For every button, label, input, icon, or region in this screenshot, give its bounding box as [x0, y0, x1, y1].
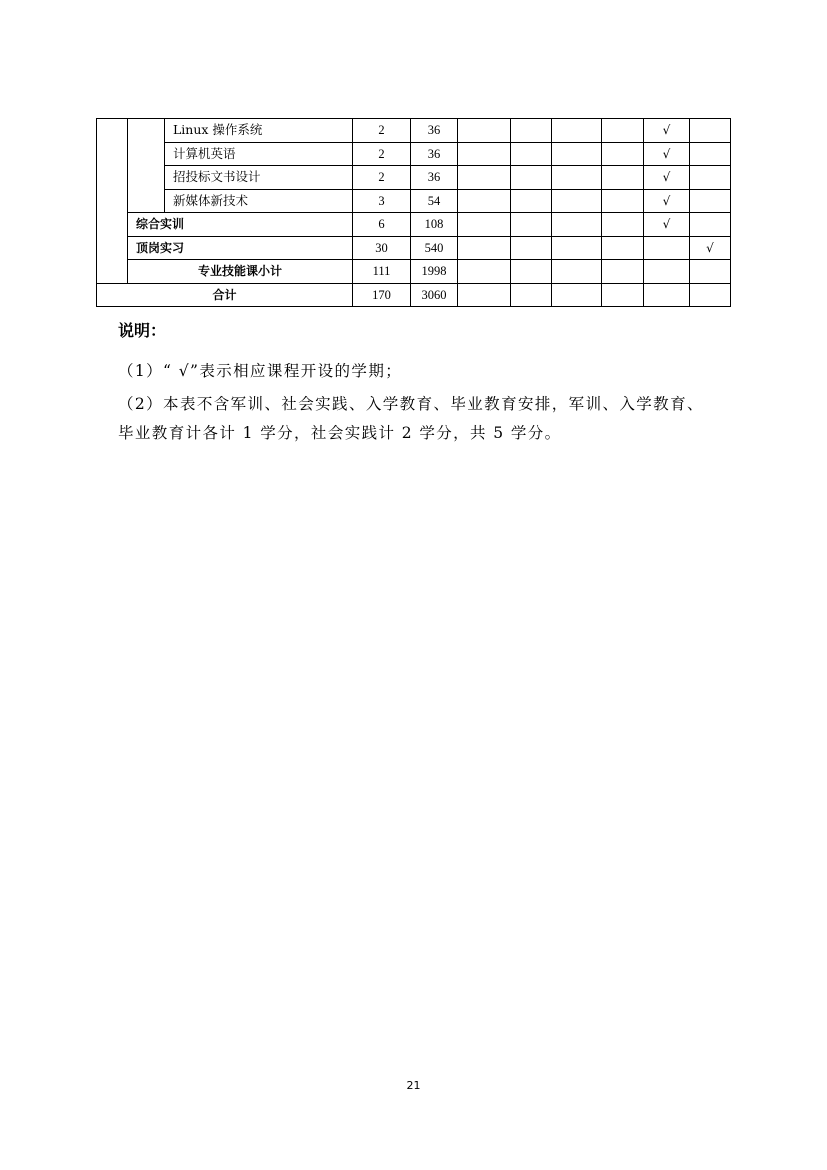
- term-cell: √: [644, 189, 690, 213]
- term-cell: [511, 166, 552, 190]
- term-cell: [690, 142, 731, 166]
- note-checkmark-meaning: （1）“ √”表示相应课程开设的学期；: [118, 362, 403, 380]
- credits-cell: 111: [353, 260, 411, 284]
- term-cell: [644, 236, 690, 260]
- term-cell: [511, 119, 552, 143]
- term-cell: [552, 166, 602, 190]
- total-label: 合计: [97, 283, 353, 307]
- term-cell: [458, 189, 511, 213]
- term-cell: [552, 283, 602, 307]
- hours-cell: 36: [411, 142, 458, 166]
- hours-cell: 36: [411, 166, 458, 190]
- term-cell: √: [644, 213, 690, 237]
- table-row: [97, 166, 731, 190]
- note-exclusions: （2）本表不含军训、社会实践、入学教育、毕业教育安排，军训、入学教育、毕业教育计各计 1 学分，社会实践计 2 学分，共 5 学分。: [118, 395, 704, 442]
- subcategory-cell: [128, 119, 165, 213]
- course-name: Linux 操作系统: [165, 119, 353, 143]
- hours-cell: 108: [411, 213, 458, 237]
- credits-cell: 6: [353, 213, 411, 237]
- term-cell: [458, 142, 511, 166]
- term-cell: [690, 166, 731, 190]
- term-cell: [602, 213, 644, 237]
- term-cell: [690, 213, 731, 237]
- term-cell: [602, 142, 644, 166]
- term-cell: [511, 260, 552, 284]
- term-cell: [552, 189, 602, 213]
- internship-label: 顶岗实习: [128, 236, 353, 260]
- term-cell: √: [644, 142, 690, 166]
- credits-cell: 30: [353, 236, 411, 260]
- table-row: [97, 283, 731, 307]
- term-cell: [458, 283, 511, 307]
- course-name: 计算机英语: [165, 142, 353, 166]
- term-cell: [552, 119, 602, 143]
- credits-cell: 2: [353, 142, 411, 166]
- credits-cell: 170: [353, 283, 411, 307]
- term-cell: [602, 119, 644, 143]
- term-cell: [690, 119, 731, 143]
- term-cell: [458, 119, 511, 143]
- term-cell: [602, 189, 644, 213]
- credits-cell: 2: [353, 166, 411, 190]
- table-row: [97, 119, 731, 143]
- term-cell: [602, 236, 644, 260]
- term-cell: [458, 260, 511, 284]
- term-cell: [644, 283, 690, 307]
- term-cell: [602, 260, 644, 284]
- term-cell: [690, 283, 731, 307]
- term-cell: √: [690, 236, 731, 260]
- term-cell: [458, 166, 511, 190]
- term-cell: [511, 142, 552, 166]
- notes-section: [118, 318, 718, 452]
- credits-cell: 2: [353, 119, 411, 143]
- term-cell: [511, 213, 552, 237]
- subtotal-label: 专业技能课小计: [128, 260, 353, 284]
- term-cell: [552, 260, 602, 284]
- table-row: [97, 236, 731, 260]
- hours-cell: 36: [411, 119, 458, 143]
- table-row: [97, 260, 731, 284]
- table-row: [97, 142, 731, 166]
- term-cell: [602, 166, 644, 190]
- hours-cell: 3060: [411, 283, 458, 307]
- term-cell: [552, 142, 602, 166]
- term-cell: [511, 189, 552, 213]
- table-row: [97, 189, 731, 213]
- term-cell: [552, 236, 602, 260]
- curriculum-table: [96, 118, 731, 307]
- practical-training-label: 综合实训: [128, 213, 353, 237]
- term-cell: √: [644, 166, 690, 190]
- term-cell: [458, 213, 511, 237]
- course-name: 新媒体新技术: [165, 189, 353, 213]
- course-name: 招投标文书设计: [165, 166, 353, 190]
- term-cell: √: [644, 119, 690, 143]
- term-cell: [458, 236, 511, 260]
- hours-cell: 540: [411, 236, 458, 260]
- term-cell: [511, 236, 552, 260]
- hours-cell: 54: [411, 189, 458, 213]
- table-row: [97, 213, 731, 237]
- term-cell: [511, 283, 552, 307]
- term-cell: [552, 213, 602, 237]
- page-number: 21: [406, 1079, 421, 1092]
- term-cell: [690, 260, 731, 284]
- term-cell: [690, 189, 731, 213]
- term-cell: [644, 260, 690, 284]
- notes-title: 说明：: [118, 321, 167, 340]
- credits-cell: 3: [353, 189, 411, 213]
- hours-cell: 1998: [411, 260, 458, 284]
- term-cell: [602, 283, 644, 307]
- category-cell: [97, 119, 128, 284]
